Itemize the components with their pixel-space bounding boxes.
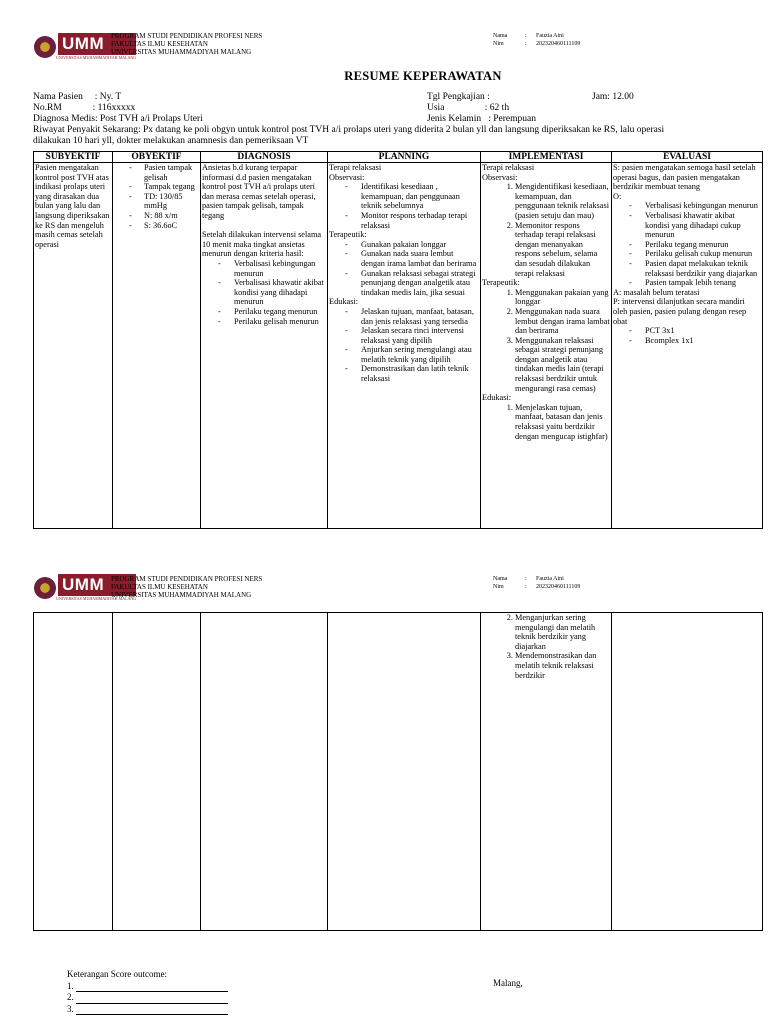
evaluasi-o-list bbox=[613, 201, 761, 287]
diagnosis-list bbox=[202, 259, 326, 326]
university-name: UNIVERSITAS MUHAMMADIYAH MALANG bbox=[111, 591, 252, 599]
list-item: - PCT 3x1 bbox=[613, 326, 761, 336]
logo-text: UMM bbox=[58, 33, 136, 55]
patient-info bbox=[33, 92, 768, 147]
list-item: 1. Menjelaskan tujuan, manfaat, batasan dan jenis relaksasi yaitu berdzikir dengan mengucap istighfar) bbox=[515, 403, 610, 441]
nama-label: Nama bbox=[493, 33, 508, 39]
planning-title: Terapi relaksasi bbox=[329, 163, 382, 172]
assessment-time: Jam: 12.00 bbox=[592, 92, 634, 102]
list-item: - Perilaku tegang menurun bbox=[202, 307, 326, 317]
list-item: - Pasien tampak lebih tenang bbox=[613, 278, 761, 288]
sep: : bbox=[525, 40, 527, 47]
university-name: UNIVERSITAS MUHAMMADIYAH MALANG bbox=[111, 48, 252, 56]
list-item: - Verbalisasi khawatir akibat kondisi yang dihadapi menurun bbox=[202, 278, 326, 307]
diagnosis-cell bbox=[201, 613, 328, 931]
col-header-evaluasi: EVALUASI bbox=[612, 152, 763, 163]
institution-block bbox=[111, 32, 262, 56]
implementasi-edu-list-continued bbox=[482, 613, 610, 680]
history-line-1: Riwayat Penyakit Sekarang: Px datang ke poli obgyn untuk kontrol post TVH a/i prolaps uteri yang diderita 2 bulan yll dan langsung diperiksakan ke RS, lalu operasi bbox=[33, 125, 665, 135]
list-item: 2. Menganjurkan sering mengulangi dan melatih teknik berdzikir yang diajarkan bbox=[515, 613, 610, 651]
nim-label: Nim bbox=[493, 583, 504, 590]
list-item: - Demonstrasikan dan latih teknik relaksasi bbox=[329, 364, 479, 383]
planning-obs-label: Observasi: bbox=[329, 172, 365, 182]
list-item: - Identifikasi kesediaan , kemampuan, dan penggunaan teknik sebelumnya bbox=[329, 182, 479, 211]
list-item: 2. Menggunakan nada suara lembut dengan irama lambat dan berirama bbox=[515, 307, 610, 336]
medical-diagnosis: Diagnosa Medis: Post TVH a/i Prolaps Uteri bbox=[33, 114, 203, 124]
evaluasi-meds-list bbox=[613, 326, 761, 345]
program-name: PROGRAM STUDI PENDIDIKAN PROFESI NERS bbox=[111, 32, 263, 40]
planning-ter-label: Terapeutik: bbox=[329, 230, 367, 240]
planning-edu-list bbox=[329, 307, 479, 384]
list-item: 1. Menggunakan pakaian yang longgar bbox=[515, 288, 610, 307]
list-item: - S: 36.6oC bbox=[114, 221, 199, 231]
diagnosis-criteria: Setelah dilakukan intervensi selama 10 menit maka tingkat ansietas menurun dengan kriteria hasil: bbox=[202, 230, 322, 259]
obyektif-cell bbox=[113, 613, 201, 931]
implementasi-edu-list bbox=[482, 403, 610, 441]
score-number: 2. bbox=[67, 992, 74, 1002]
planning-cell bbox=[328, 613, 481, 931]
evaluasi-cell bbox=[612, 613, 763, 931]
program-name: PROGRAM STUDI PENDIDIKAN PROFESI NERS bbox=[111, 575, 263, 583]
list-item: - Pasien dapat melakukan teknik relaksasi berdzikir yang diajarkan bbox=[613, 259, 761, 278]
list-item: - Gunakan relaksasi sebagai strategi penunjang dengan analgetik atau tindakan medis lain, jika sesuai bbox=[329, 269, 479, 298]
evaluasi-o-label: O: bbox=[613, 191, 622, 201]
signature-place: Malang, bbox=[493, 978, 523, 988]
col-header-diagnosis: DIAGNOSIS bbox=[201, 152, 328, 163]
evaluasi-p: P: intervensi dilanjutkan secara mandiri oleh pasien, pasien pulang dengan resep obat bbox=[613, 297, 747, 326]
list-item: - Verbalisasi kebingungan menurun bbox=[613, 201, 761, 211]
logo-tagline: UNIVERSITAS MUHAMMADIYAH MALANG bbox=[56, 596, 137, 601]
obyektif-cell bbox=[113, 163, 201, 529]
diagnosis-cell bbox=[201, 163, 328, 529]
medical-record: No.RM : 116xxxxx bbox=[33, 103, 136, 113]
list-item: - Verbalisasi kebingungan menurun bbox=[202, 259, 326, 278]
implementasi-cell bbox=[481, 163, 612, 529]
subyektif-cell bbox=[34, 163, 113, 529]
history-line-2: dilakukan 10 hari yll, dokter melakukan anamnesis dan pemeriksaan VT bbox=[33, 136, 309, 146]
col-header-obyektif: OBYEKTIF bbox=[113, 152, 201, 163]
student-meta bbox=[493, 33, 580, 48]
nim-value: 202320460111109 bbox=[536, 583, 581, 590]
faculty-name: FAKULTAS ILMU KESEHATAN bbox=[111, 40, 208, 48]
subyektif-text: Pasien mengatakan kontrol post TVH atas indikasi prolaps uteri yang dirasakan dua bulan yang lalu dan langsung diperiksakan ke RS dan mengeluh masih cemas setelah operasi bbox=[35, 163, 110, 249]
list-item: - Monitor respons terhadap terapi relaksasi bbox=[329, 211, 479, 230]
list-item: - N: 88 x/m bbox=[114, 211, 199, 221]
nim-value: 202320460111109 bbox=[536, 40, 581, 47]
planning-edu-label: Edukasi: bbox=[329, 297, 359, 307]
score-input-line[interactable] bbox=[76, 983, 228, 992]
list-item: - Bcomplex 1x1 bbox=[613, 336, 761, 346]
list-item: - Gunakan nada suara lembut dengan irama lambat dan berirama bbox=[329, 249, 479, 268]
obyektif-list bbox=[114, 163, 199, 230]
implementasi-obs-list bbox=[482, 182, 610, 278]
faculty-name: FAKULTAS ILMU KESEHATAN bbox=[111, 583, 208, 591]
list-item: - Gunakan pakaian longgar bbox=[329, 240, 479, 250]
score-outcome-section bbox=[67, 969, 228, 1015]
evaluasi-s: S: pasien mengatakan semoga hasil setelah operasi bagus, dan pasien mengatakan berdzikir membuat tenang bbox=[613, 163, 756, 192]
score-input-line[interactable] bbox=[76, 1006, 228, 1015]
sep: : bbox=[525, 576, 527, 582]
assessment-date: Tgl Pengkajian : bbox=[427, 92, 490, 102]
list-item: - Jelaskan tujuan, manfaat, batasan, dan jenis relaksasi yang tersedia bbox=[329, 307, 479, 326]
sep: : bbox=[525, 583, 527, 590]
col-header-planning: PLANNING bbox=[328, 152, 481, 163]
list-item: - Pasien tampak gelisah bbox=[114, 163, 199, 182]
nama-label: Nama bbox=[493, 576, 508, 582]
score-number: 3. bbox=[67, 1003, 74, 1014]
subyektif-cell bbox=[34, 613, 113, 931]
logo-text: UMM bbox=[58, 574, 136, 596]
nim-label: Nim bbox=[493, 40, 504, 47]
implementasi-edu-label: Edukasi: bbox=[482, 393, 512, 403]
implementasi-title: Terapi relaksasi bbox=[482, 163, 535, 172]
evaluasi-a: A: masalah belum teratasi bbox=[613, 287, 700, 297]
implementasi-ter-list bbox=[482, 288, 610, 394]
list-item: 3. Mendemonstrasikan dan melatih teknik relaksasi berdzikir bbox=[515, 651, 610, 680]
col-header-subyektif: SUBYEKTIF bbox=[34, 152, 113, 163]
institution-block bbox=[111, 575, 262, 599]
patient-gender: Jenis Kelamin : Perempuan bbox=[427, 114, 536, 124]
list-item: - Verbalisasi khawatir akibat kondisi yang dihadapi cukup menurun bbox=[613, 211, 761, 240]
implementasi-obs-label: Observasi: bbox=[482, 172, 518, 182]
sep: : bbox=[525, 33, 527, 39]
list-item: - Anjurkan sering mengulangi atau melatih teknik yang dipilih bbox=[329, 345, 479, 364]
patient-name: Nama Pasien : Ny. T bbox=[33, 92, 122, 102]
diagnosis-statement: Ansietas b.d kurang terpapar informasi d.d pasien mengatakan kontrol post TVH a/i prolaps uteri dan merasa cemas setelah operasi, pasien tampak gelisah, tampak tegang bbox=[202, 163, 316, 220]
evaluasi-cell bbox=[612, 163, 763, 529]
resume-table-continued bbox=[33, 612, 763, 931]
planning-ter-list bbox=[329, 240, 479, 298]
student-meta bbox=[493, 576, 580, 591]
score-input-line[interactable] bbox=[76, 995, 228, 1004]
nama-value: Fauzia Aini bbox=[536, 576, 564, 582]
logo-tagline: UNIVERSITAS MUHAMMADIYAH MALANG bbox=[56, 55, 137, 60]
score-number: 1. bbox=[67, 980, 74, 991]
list-item: 2. Memonitor respons terhadap terapi relaksasi dengan menanyakan respons sebelum, selama dan sesudah dilakukan terapi relaksasi bbox=[515, 221, 610, 279]
implementasi-ter-label: Terapeutik: bbox=[482, 278, 520, 288]
planning-obs-list bbox=[329, 182, 479, 230]
planning-cell bbox=[328, 163, 481, 529]
list-item: - Perilaku gelisah cukup menurun bbox=[613, 249, 761, 259]
emblem-icon bbox=[34, 577, 56, 599]
list-item: - Perilaku tegang menurun bbox=[613, 240, 761, 250]
list-item: 3. Menggunakan relaksasi sebagai strategi penunjang dengan analgetik atau tindakan medis lain (terapi relaksasi berdzikir untuk mengurangi rasa cemas) bbox=[515, 336, 610, 394]
list-item: 1. Mengidentifikasi kesediaan, kemampuan, dan penggunaan teknik relaksasi (pasien setuju dan mau) bbox=[515, 182, 610, 220]
resume-table bbox=[33, 151, 763, 529]
page-title: RESUME KEPERAWATAN bbox=[344, 69, 502, 83]
list-item: - Jelaskan secara rinci intervensi relaksasi yang dipilih bbox=[329, 326, 479, 345]
list-item: - Tampak tegang bbox=[114, 182, 199, 192]
patient-age: Usia : 62 th bbox=[427, 103, 510, 113]
col-header-implementasi: IMPLEMENTASI bbox=[481, 152, 612, 163]
emblem-icon bbox=[34, 36, 56, 58]
nama-value: Fauzia Aini bbox=[536, 33, 564, 39]
list-item: - Perilaku gelisah menurun bbox=[202, 317, 326, 327]
score-outcome-label: Keterangan Score outcome: bbox=[67, 969, 167, 979]
implementasi-cell bbox=[481, 613, 612, 931]
list-item: - TD: 130/85 mmHg bbox=[114, 192, 199, 211]
